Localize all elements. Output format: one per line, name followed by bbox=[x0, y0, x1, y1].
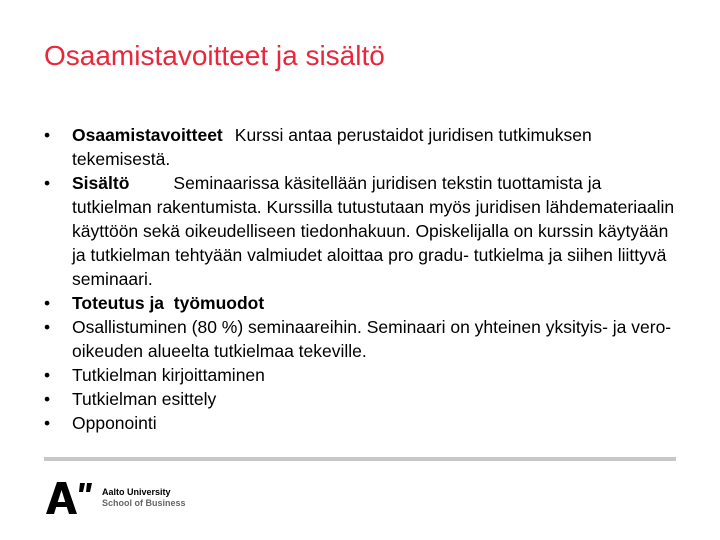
bullet-text: Opponointi bbox=[72, 413, 157, 433]
bullet-marker: • bbox=[44, 125, 51, 145]
bullet-text: Kurssi antaa perustaidot juridisen tutkimuksen tekemisestä. bbox=[72, 125, 592, 169]
bullet-text: Seminaarissa käsitellään juridisen tekstin tuottamista ja tutkielman rakentumista. Kurssilla tutustutaan myös juridisen lähdemateriaalin käyttöön sekä oikeudelliseen tiedonhakuun. Opiskelijalla on kurssin käytyään ja tutkielman tehtyään valmiudet aloittaa pro gradu- tutkielma ja siihen liittyvä seminaari. bbox=[72, 173, 675, 289]
list-item-sisalto bbox=[44, 171, 684, 291]
bullet-marker: • bbox=[44, 293, 51, 313]
aalto-logo-mark-icon bbox=[46, 482, 96, 514]
bullet-text: Osallistuminen (80 %) seminaareihin. Seminaari on yhteinen yksityis- ja vero-oikeuden alueelta tutkielmaa tekeville. bbox=[72, 317, 672, 361]
bullet-text: Tutkielman kirjoittaminen bbox=[72, 365, 265, 385]
bullet-marker: • bbox=[44, 389, 51, 409]
aalto-logo-text bbox=[102, 487, 186, 509]
bullet-text: Tutkielman esittely bbox=[72, 389, 217, 409]
list-item-kirjoittaminen bbox=[44, 363, 684, 387]
bullet-label: Osaamistavoitteet bbox=[72, 125, 223, 145]
logo-line-university: Aalto University bbox=[102, 487, 171, 497]
bullet-label: Sisältö bbox=[72, 173, 130, 193]
aalto-logo bbox=[46, 482, 206, 518]
bullet-label: Toteutus ja työmuodot bbox=[72, 293, 265, 313]
list-item-osallistuminen bbox=[44, 315, 684, 363]
bullet-list bbox=[44, 123, 684, 435]
bullet-marker: • bbox=[44, 365, 51, 385]
footer-divider bbox=[44, 457, 676, 461]
bullet-marker: • bbox=[44, 413, 51, 433]
list-item-osaamistavoitteet bbox=[44, 123, 684, 171]
slide-title: Osaamistavoitteet ja sisältö bbox=[44, 40, 385, 71]
logo-line-school: School of Business bbox=[102, 498, 186, 508]
list-item-opponointi bbox=[44, 411, 684, 435]
list-item-toteutus bbox=[44, 291, 684, 315]
list-item-esittely bbox=[44, 387, 684, 411]
bullet-marker: • bbox=[44, 317, 51, 337]
bullet-marker: • bbox=[44, 173, 51, 193]
